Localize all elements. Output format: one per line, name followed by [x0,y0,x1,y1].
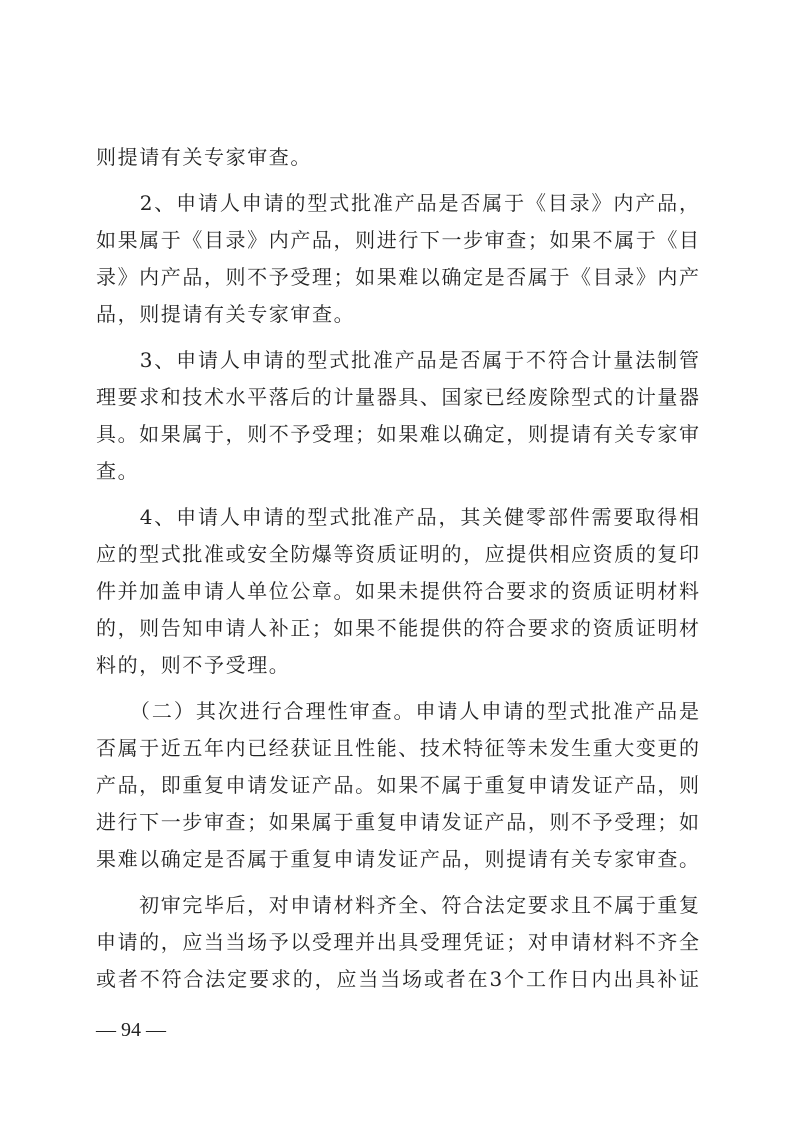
text-line: 如果属于《目录》内产品，则进行下一步审查；如果不属于《目 [96,228,700,252]
text-line: 初审完毕后，对申请材料齐全、符合法定要求且不属于重复 [96,893,700,917]
text-line: 或者不符合法定要求的，应当当场或者在3个工作日内出具补证 [96,967,700,991]
text-line: （二）其次进行合理性审查。申请人申请的型式批准产品是 [96,699,700,723]
text-line: 件并加盖申请人单位公章。如果未提供符合要求的资质证明材料 [96,579,700,603]
text-line: 料的，则不予受理。 [96,653,291,677]
text-line: 否属于近五年内已经获证且性能、技术特征等未发生重大变更的 [96,736,700,760]
paragraph [96,139,700,176]
text-line: 果难以确定是否属于重复申请发证产品，则提请有关专家审查。 [96,847,700,871]
text-line: 理要求和技术水平落后的计量器具、国家已经废除型式的计量器 [96,385,700,409]
document-body [96,139,700,1007]
paragraph [96,693,700,878]
text-line: 具。如果属于，则不予受理；如果难以确定，则提请有关专家审 [96,422,700,446]
text-line: 录》内产品，则不予受理；如果难以确定是否属于《目录》内产 [96,265,700,289]
text-line: 2、申请人申请的型式批准产品是否属于《目录》内产品， [96,191,700,215]
text-line: 申请的，应当当场予以受理并出具受理凭证；对申请材料不齐全 [96,930,700,954]
text-line: 品，则提请有关专家审查。 [96,302,356,326]
page-number: — 94 — [96,1019,166,1041]
paragraph [96,185,700,333]
text-line: 应的型式批准或安全防爆等资质证明的，应提供相应资质的复印 [96,542,700,566]
paragraph [96,887,700,998]
text-line: 查。 [96,459,140,483]
text-line: 的，则告知申请人补正；如果不能提供的符合要求的资质证明材 [96,616,700,640]
text-line: 产品，即重复申请发证产品。如果不属于重复申请发证产品，则 [96,773,700,797]
paragraph [96,499,700,684]
text-line: 3、申请人申请的型式批准产品是否属于不符合计量法制管 [96,348,700,372]
text-line: 4、申请人申请的型式批准产品，其关健零部件需要取得相 [96,505,700,529]
text-line: 进行下一步审查；如果属于重复申请发证产品，则不予受理；如 [96,810,700,834]
paragraph [96,342,700,490]
text-line: 则提请有关专家审查。 [96,145,312,169]
